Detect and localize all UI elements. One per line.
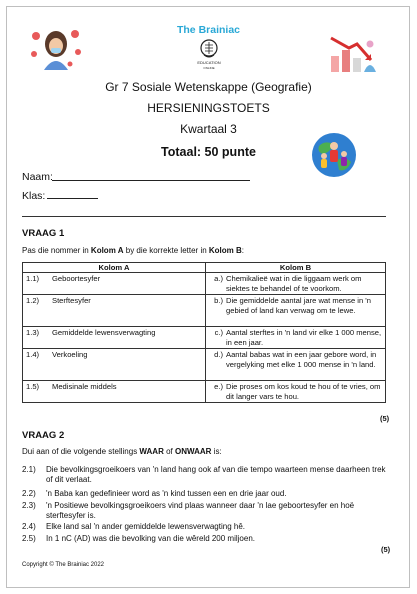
item-number: 1.2) (23, 295, 50, 327)
item-letter: d.) (206, 349, 225, 381)
instruction-text: Dui aan of die volgende stellings (22, 447, 140, 456)
table-header-row (23, 263, 386, 273)
statement-text: Elke land sal 'n ander gemiddelde lewensverwagting hê. (46, 522, 245, 531)
term: Kwartaal 3 (180, 122, 237, 136)
statement-text: Die bevolkingsgroeikoers van 'n land hang ook af van die tempo waarteen mense daarheen trek of dit verlaat. (46, 465, 386, 484)
name-label: Naam: (22, 171, 53, 183)
class-label: Klas: (22, 190, 46, 202)
statement-number: 2.2) (22, 489, 36, 498)
question-2-title: VRAAG 2 (22, 430, 65, 441)
section-divider (22, 216, 386, 217)
instruction-column-b: Kolom B (208, 246, 242, 255)
column-a-term: Sterftesyfer (49, 295, 206, 327)
globe-people-icon (307, 128, 361, 182)
table-row (23, 349, 386, 381)
column-b-definition: Aantal babas wat in een jaar gebore word, in vergelyking met elke 1 000 mense in 'n land. (224, 349, 386, 381)
instruction-text: Pas die nommer in (22, 246, 91, 255)
instruction-true: WAAR (139, 447, 164, 456)
matching-table (22, 262, 386, 403)
question-2-marks: (5) (381, 545, 391, 554)
question-1-marks: (5) (380, 414, 390, 423)
statement-number: 2.4) (22, 522, 36, 531)
item-letter: b.) (206, 295, 225, 327)
question-1-title: VRAAG 1 (22, 228, 65, 239)
table-row (23, 327, 386, 349)
column-a-term: Medisinale middels (49, 381, 206, 403)
instruction-text: by die korrekte letter in (123, 246, 209, 255)
brainiac-logo (197, 37, 221, 71)
statement-number: 2.5) (22, 534, 36, 543)
column-a-header: Kolom A (23, 263, 206, 273)
brand-logo-text: EDUCATION (197, 60, 221, 65)
column-b-definition: Aantal sterftes in 'n land vir elke 1 000 mense, in een jaar. (224, 327, 386, 349)
column-a-term: Gemiddelde lewensverwagting (49, 327, 206, 349)
question-1-instruction (22, 246, 244, 255)
instruction-column-a: Kolom A (90, 246, 124, 255)
column-b-header: Kolom B (206, 263, 386, 273)
statement-text: 'n Baba kan gedefinieer word as 'n kind tussen een en drie jaar oud. (46, 489, 287, 498)
subject-title: Gr 7 Sosiale Wetenskappe (Geografie) (105, 80, 312, 94)
brand-logo-subtext: ONLINE (203, 66, 215, 70)
brand-name: The Brainiac (176, 24, 241, 36)
instruction-text: : (241, 246, 245, 255)
statement-text: 'n Positiewe bevolkingsgroeikoers vind plaas wanneer daar 'n lae geboortesyfer en hoë sterftesyfer is. (46, 501, 355, 520)
item-letter: a.) (206, 273, 225, 295)
class-input-line[interactable] (47, 198, 98, 199)
column-b-definition: Die gemiddelde aantal jare wat mense in 'n gebied of land kan verwag om te lewe. (224, 295, 386, 327)
column-b-definition: Die proses om kos koud te hou of te vries, om dit langer vars te hou. (224, 381, 386, 403)
test-type: HERSIENINGSTOETS (147, 101, 270, 115)
item-number: 1.1) (23, 273, 50, 295)
table-row (23, 273, 386, 295)
table-row (23, 295, 386, 327)
column-a-term: Verkoeling (49, 349, 206, 381)
statement-number: 2.1) (22, 465, 36, 474)
table-row (23, 381, 386, 403)
column-a-term: Geboortesyfer (49, 273, 206, 295)
statement-text: In 1 nC (AD) was die bevolking van die wêreld 200 miljoen. (46, 534, 255, 543)
item-number: 1.5) (23, 381, 50, 403)
instruction-text: of (163, 447, 175, 456)
name-input-line[interactable] (52, 180, 250, 181)
item-letter: c.) (206, 327, 225, 349)
declining-chart-illustration (327, 30, 379, 76)
copyright-footer: Copyright © The Brainiac 2022 (22, 562, 105, 568)
item-number: 1.3) (23, 327, 50, 349)
instruction-false: ONWAAR (175, 447, 212, 456)
statement-number: 2.3) (22, 501, 36, 510)
instruction-text: is: (211, 447, 222, 456)
question-2-instruction (22, 447, 222, 456)
total-marks: Totaal: 50 punte (161, 145, 256, 159)
column-b-definition: Chemikalieë wat in die liggaam werk om siektes te behandel of te voorkom. (224, 273, 386, 295)
item-letter: e.) (206, 381, 225, 403)
item-number: 1.4) (23, 349, 50, 381)
